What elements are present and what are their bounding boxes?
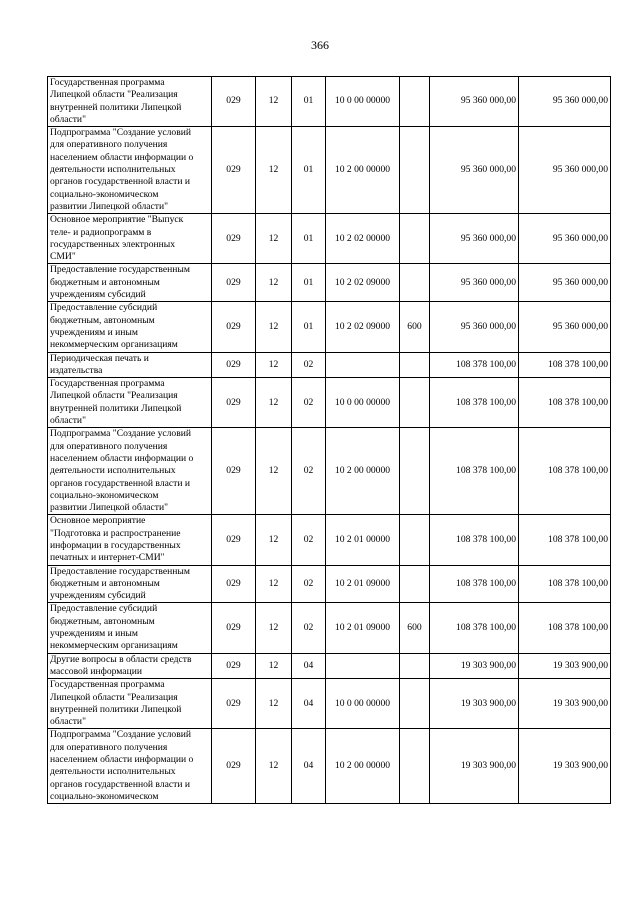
amount-year-1-cell: 108 378 100,00 <box>430 603 519 653</box>
target-article-cell: 10 2 00 00000 <box>326 729 400 804</box>
table-row <box>48 653 611 679</box>
program-name-cell: Государственная программа Липецкой области "Реализация внутренней политики Липецкой области" <box>48 378 212 428</box>
amount-year-2-cell: 95 360 000,00 <box>519 214 611 264</box>
program-name-cell: Периодическая печать и издательства <box>48 352 212 378</box>
subsection-cell: 01 <box>292 127 326 214</box>
ministry-code-cell: 029 <box>212 428 256 515</box>
program-name-cell: Государственная программа Липецкой области "Реализация внутренней политики Липецкой области" <box>48 679 212 729</box>
program-name-cell: Другие вопросы в области средств массовой информации <box>48 653 212 679</box>
table-row <box>48 565 611 603</box>
ministry-code-cell: 029 <box>212 603 256 653</box>
amount-year-2-cell: 108 378 100,00 <box>519 603 611 653</box>
table-body <box>48 77 611 804</box>
amount-year-1-cell: 95 360 000,00 <box>430 264 519 302</box>
amount-year-1-cell: 108 378 100,00 <box>430 515 519 565</box>
target-article-cell: 10 0 00 00000 <box>326 679 400 729</box>
table-row <box>48 352 611 378</box>
section-cell: 12 <box>256 378 292 428</box>
ministry-code-cell: 029 <box>212 679 256 729</box>
section-cell: 12 <box>256 264 292 302</box>
ministry-code-cell: 029 <box>212 378 256 428</box>
section-cell: 12 <box>256 352 292 378</box>
amount-year-2-cell: 108 378 100,00 <box>519 378 611 428</box>
subsection-cell: 01 <box>292 264 326 302</box>
expense-type-cell <box>400 565 430 603</box>
amount-year-1-cell: 95 360 000,00 <box>430 302 519 352</box>
program-name-cell: Предоставление субсидий бюджетным, автономным учреждениям и иным некоммерческим организациям <box>48 302 212 352</box>
table-row <box>48 302 611 352</box>
target-article-cell <box>326 653 400 679</box>
program-name-cell: Подпрограмма "Создание условий для оперативного получения населением области информации о деятельности исполнительных органов государственной власти и социально-экономическом <box>48 729 212 804</box>
amount-year-1-cell: 95 360 000,00 <box>430 127 519 214</box>
subsection-cell: 02 <box>292 378 326 428</box>
target-article-cell: 10 2 02 09000 <box>326 302 400 352</box>
amount-year-2-cell: 95 360 000,00 <box>519 77 611 127</box>
amount-year-2-cell: 19 303 900,00 <box>519 653 611 679</box>
table-row <box>48 214 611 264</box>
target-article-cell: 10 2 00 00000 <box>326 127 400 214</box>
ministry-code-cell: 029 <box>212 127 256 214</box>
program-name-cell: Подпрограмма "Создание условий для оперативного получения населением области информации о деятельности исполнительных органов государственной власти и социально-экономическом развитии Липецкой области" <box>48 428 212 515</box>
table-row <box>48 378 611 428</box>
section-cell: 12 <box>256 77 292 127</box>
amount-year-1-cell: 95 360 000,00 <box>430 214 519 264</box>
section-cell: 12 <box>256 565 292 603</box>
subsection-cell: 02 <box>292 515 326 565</box>
section-cell: 12 <box>256 428 292 515</box>
target-article-cell: 10 2 02 09000 <box>326 264 400 302</box>
subsection-cell: 04 <box>292 679 326 729</box>
amount-year-2-cell: 108 378 100,00 <box>519 428 611 515</box>
expense-type-cell <box>400 378 430 428</box>
target-article-cell: 10 0 00 00000 <box>326 378 400 428</box>
amount-year-2-cell: 95 360 000,00 <box>519 127 611 214</box>
expense-type-cell <box>400 428 430 515</box>
expense-type-cell <box>400 77 430 127</box>
ministry-code-cell: 029 <box>212 515 256 565</box>
program-name-cell: Подпрограмма "Создание условий для оперативного получения населением области информации о деятельности исполнительных органов государственной власти и социально-экономическом развитии Липецкой области" <box>48 127 212 214</box>
program-name-cell: Предоставление государственным бюджетным и автономным учреждениям субсидий <box>48 565 212 603</box>
expense-type-cell <box>400 264 430 302</box>
ministry-code-cell: 029 <box>212 729 256 804</box>
amount-year-2-cell: 108 378 100,00 <box>519 352 611 378</box>
section-cell: 12 <box>256 214 292 264</box>
ministry-code-cell: 029 <box>212 77 256 127</box>
program-name-cell: Предоставление субсидий бюджетным, автономным учреждениям и иным некоммерческим организациям <box>48 603 212 653</box>
target-article-cell: 10 2 01 09000 <box>326 603 400 653</box>
subsection-cell: 01 <box>292 302 326 352</box>
ministry-code-cell: 029 <box>212 352 256 378</box>
amount-year-1-cell: 95 360 000,00 <box>430 77 519 127</box>
amount-year-1-cell: 19 303 900,00 <box>430 679 519 729</box>
expense-type-cell: 600 <box>400 302 430 352</box>
section-cell: 12 <box>256 515 292 565</box>
subsection-cell: 02 <box>292 352 326 378</box>
amount-year-2-cell: 95 360 000,00 <box>519 264 611 302</box>
target-article-cell: 10 2 01 09000 <box>326 565 400 603</box>
amount-year-2-cell: 19 303 900,00 <box>519 729 611 804</box>
amount-year-1-cell: 19 303 900,00 <box>430 653 519 679</box>
subsection-cell: 02 <box>292 603 326 653</box>
expense-type-cell <box>400 127 430 214</box>
table-row <box>48 428 611 515</box>
subsection-cell: 02 <box>292 565 326 603</box>
table-row <box>48 679 611 729</box>
expense-type-cell <box>400 352 430 378</box>
expense-type-cell <box>400 515 430 565</box>
target-article-cell: 10 2 00 00000 <box>326 428 400 515</box>
program-name-cell: Государственная программа Липецкой области "Реализация внутренней политики Липецкой области" <box>48 77 212 127</box>
subsection-cell: 04 <box>292 653 326 679</box>
expense-type-cell <box>400 729 430 804</box>
expense-type-cell <box>400 679 430 729</box>
ministry-code-cell: 029 <box>212 302 256 352</box>
program-name-cell: Предоставление государственным бюджетным и автономным учреждениям субсидий <box>48 264 212 302</box>
amount-year-1-cell: 108 378 100,00 <box>430 428 519 515</box>
amount-year-1-cell: 19 303 900,00 <box>430 729 519 804</box>
program-name-cell: Основное мероприятие "Выпуск теле- и радиопрограмм в государственных электронных СМИ" <box>48 214 212 264</box>
amount-year-1-cell: 108 378 100,00 <box>430 352 519 378</box>
section-cell: 12 <box>256 679 292 729</box>
subsection-cell: 02 <box>292 428 326 515</box>
target-article-cell: 10 0 00 00000 <box>326 77 400 127</box>
target-article-cell <box>326 352 400 378</box>
expense-type-cell: 600 <box>400 603 430 653</box>
subsection-cell: 01 <box>292 214 326 264</box>
section-cell: 12 <box>256 729 292 804</box>
section-cell: 12 <box>256 127 292 214</box>
subsection-cell: 04 <box>292 729 326 804</box>
amount-year-1-cell: 108 378 100,00 <box>430 565 519 603</box>
ministry-code-cell: 029 <box>212 653 256 679</box>
section-cell: 12 <box>256 603 292 653</box>
budget-table <box>47 76 611 804</box>
section-cell: 12 <box>256 653 292 679</box>
program-name-cell: Основное мероприятие "Подготовка и распространение информации в государственных печатных и интернет-СМИ" <box>48 515 212 565</box>
amount-year-2-cell: 108 378 100,00 <box>519 565 611 603</box>
expense-type-cell <box>400 653 430 679</box>
amount-year-1-cell: 108 378 100,00 <box>430 378 519 428</box>
ministry-code-cell: 029 <box>212 214 256 264</box>
page-number: 366 <box>311 38 329 52</box>
table-row <box>48 729 611 804</box>
amount-year-2-cell: 95 360 000,00 <box>519 302 611 352</box>
amount-year-2-cell: 19 303 900,00 <box>519 679 611 729</box>
subsection-cell: 01 <box>292 77 326 127</box>
target-article-cell: 10 2 02 00000 <box>326 214 400 264</box>
expense-type-cell <box>400 214 430 264</box>
ministry-code-cell: 029 <box>212 565 256 603</box>
section-cell: 12 <box>256 302 292 352</box>
amount-year-2-cell: 108 378 100,00 <box>519 515 611 565</box>
table-row <box>48 77 611 127</box>
table-row <box>48 603 611 653</box>
table-row <box>48 264 611 302</box>
table-row <box>48 127 611 214</box>
target-article-cell: 10 2 01 00000 <box>326 515 400 565</box>
table-row <box>48 515 611 565</box>
ministry-code-cell: 029 <box>212 264 256 302</box>
